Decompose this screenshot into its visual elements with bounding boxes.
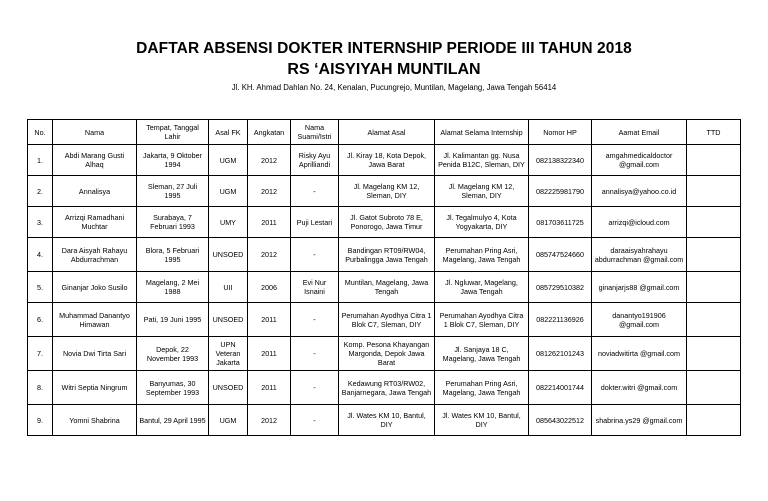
cell-ttd xyxy=(687,238,741,272)
cell-pasangan: - xyxy=(291,303,339,337)
hospital-address: Jl. KH. Ahmad Dahlan No. 24, Kenalan, Pucungrejo, Muntilan, Magelang, Jawa Tengah 56414 xyxy=(231,83,557,92)
cell-email: annalisya@yahoo.co.id xyxy=(592,176,687,207)
cell-pasangan: - xyxy=(291,405,339,436)
table-row xyxy=(28,272,741,303)
column-header-no: No. xyxy=(28,120,53,145)
hospital-name: RS ‘AISYIYAH MUNTILAN xyxy=(287,61,481,78)
column-header-angkatan: Angkatan xyxy=(248,120,291,145)
cell-ttd xyxy=(687,207,741,238)
cell-angkatan: 2012 xyxy=(248,145,291,176)
column-header-alamat-internship: Alamat Selama Internship xyxy=(435,120,529,145)
cell-nama: Ginanjar Joko Susilo xyxy=(53,272,137,303)
cell-alamat-asal: Perumahan Ayodhya Citra 1 Blok C7, Sleman, DIY xyxy=(339,303,435,337)
cell-alamat-internship: Jl. Tegalmulyo 4, Kota Yogyakarta, DIY xyxy=(435,207,529,238)
table-row xyxy=(28,405,741,436)
cell-alamat-internship: Perumahan Pring Asri, Magelang, Jawa Tengah xyxy=(435,238,529,272)
cell-ttl: Pati, 19 Juni 1995 xyxy=(137,303,209,337)
cell-hp: 081703611725 xyxy=(529,207,592,238)
cell-email: arrizqi@icloud.com xyxy=(592,207,687,238)
cell-nama: Muhammad Danantyo Himawan xyxy=(53,303,137,337)
cell-alamat-asal: Jl. Wates KM 10, Bantul, DIY xyxy=(339,405,435,436)
cell-pasangan: Risky Ayu Aprilliandi xyxy=(291,145,339,176)
cell-angkatan: 2011 xyxy=(248,371,291,405)
cell-hp: 085643022512 xyxy=(529,405,592,436)
cell-nama: Yomni Shabrina xyxy=(53,405,137,436)
cell-no: 6. xyxy=(28,303,53,337)
cell-no: 4. xyxy=(28,238,53,272)
column-header-email: Aamat Email xyxy=(592,120,687,145)
cell-hp: 085747524660 xyxy=(529,238,592,272)
cell-email: amgahmedicaldoctor @gmail.com xyxy=(592,145,687,176)
column-header-nama: Nama xyxy=(53,120,137,145)
cell-no: 1. xyxy=(28,145,53,176)
cell-alamat-asal: Jl. Kiray 18, Kota Depok, Jawa Barat xyxy=(339,145,435,176)
cell-alamat-asal: Jl. Gatot Subroto 78 E, Ponorogo, Jawa Timur xyxy=(339,207,435,238)
column-header-alamat-asal: Alamat Asal xyxy=(339,120,435,145)
cell-hp: 082221136926 xyxy=(529,303,592,337)
attendance-table xyxy=(27,119,741,436)
cell-hp: 082214001744 xyxy=(529,371,592,405)
table-row xyxy=(28,207,741,238)
cell-alamat-asal: Bandingan RT09/RW04, Purbalingga Jawa Tengah xyxy=(339,238,435,272)
cell-fk: UMY xyxy=(209,207,248,238)
cell-no: 7. xyxy=(28,337,53,371)
table-row xyxy=(28,337,741,371)
cell-fk: UGM xyxy=(209,405,248,436)
cell-pasangan: - xyxy=(291,238,339,272)
cell-alamat-internship: Jl. Sanjaya 18 C, Magelang, Jawa Tengah xyxy=(435,337,529,371)
cell-alamat-internship: Jl. Kalimantan gg. Nusa Penida B12C, Sleman, DIY xyxy=(435,145,529,176)
cell-no: 8. xyxy=(28,371,53,405)
cell-email: noviadwitirta @gmail.com xyxy=(592,337,687,371)
cell-nama: Dara Aisyah Rahayu Abdurrachman xyxy=(53,238,137,272)
cell-email: shabrina.ys29 @gmail.com xyxy=(592,405,687,436)
cell-pasangan: - xyxy=(291,337,339,371)
cell-email: dokter.witri @gmail.com xyxy=(592,371,687,405)
cell-hp: 081262101243 xyxy=(529,337,592,371)
cell-angkatan: 2011 xyxy=(248,303,291,337)
cell-pasangan: - xyxy=(291,371,339,405)
column-header-hp: Nomor HP xyxy=(529,120,592,145)
cell-ttl: Blora, 5 Februari 1995 xyxy=(137,238,209,272)
cell-ttd xyxy=(687,371,741,405)
cell-no: 9. xyxy=(28,405,53,436)
column-header-ttl: Tempat, Tanggal Lahir xyxy=(137,120,209,145)
cell-hp: 082138322340 xyxy=(529,145,592,176)
cell-alamat-internship: Jl. Magelang KM 12, Sleman, DIY xyxy=(435,176,529,207)
cell-alamat-internship: Jl. Ngluwar, Magelang, Jawa Tengah xyxy=(435,272,529,303)
cell-ttl: Surabaya, 7 Februari 1993 xyxy=(137,207,209,238)
cell-fk: UNSOED xyxy=(209,238,248,272)
cell-ttl: Depok, 22 November 1993 xyxy=(137,337,209,371)
cell-alamat-internship: Perumahan Pring Asri, Magelang, Jawa Tengah xyxy=(435,371,529,405)
table-row xyxy=(28,371,741,405)
cell-alamat-internship: Jl. Wates KM 10, Bantul, DIY xyxy=(435,405,529,436)
cell-alamat-asal: Kedawung RT03/RW02, Banjarnegara, Jawa Tengah xyxy=(339,371,435,405)
cell-hp: 082225981790 xyxy=(529,176,592,207)
cell-angkatan: 2011 xyxy=(248,207,291,238)
cell-alamat-asal: Komp. Pesona Khayangan Margonda, Depok Jawa Barat xyxy=(339,337,435,371)
cell-ttl: Magelang, 2 Mei 1988 xyxy=(137,272,209,303)
cell-no: 5. xyxy=(28,272,53,303)
cell-fk: UII xyxy=(209,272,248,303)
cell-angkatan: 2012 xyxy=(248,176,291,207)
cell-nama: Witri Septia Ningrum xyxy=(53,371,137,405)
cell-nama: Arrizqi Ramadhani Muchtar xyxy=(53,207,137,238)
cell-nama: Annalisya xyxy=(53,176,137,207)
cell-alamat-asal: Muntilan, Magelang, Jawa Tengah xyxy=(339,272,435,303)
column-header-fk: Asal FK xyxy=(209,120,248,145)
cell-fk: UNSOED xyxy=(209,371,248,405)
cell-no: 3. xyxy=(28,207,53,238)
cell-email: danantyo191906 @gmail.com xyxy=(592,303,687,337)
cell-ttd xyxy=(687,303,741,337)
cell-email: daraaisyahrahayu abdurrachman @gmail.com xyxy=(592,238,687,272)
table-row xyxy=(28,303,741,337)
cell-ttl: Jakarta, 9 Oktober 1994 xyxy=(137,145,209,176)
document-title: DAFTAR ABSENSI DOKTER INTERNSHIP PERIODE III TAHUN 2018 xyxy=(136,40,632,57)
cell-ttl: Bantul, 29 April 1995 xyxy=(137,405,209,436)
cell-fk: UNSOED xyxy=(209,303,248,337)
cell-fk: UGM xyxy=(209,145,248,176)
cell-alamat-internship: Perumahan Ayodhya Citra 1 Blok C7, Sleman, DIY xyxy=(435,303,529,337)
cell-angkatan: 2011 xyxy=(248,337,291,371)
cell-ttl: Banyumas, 30 September 1993 xyxy=(137,371,209,405)
cell-nama: Novia Dwi Tirta Sari xyxy=(53,337,137,371)
cell-pasangan: Evi Nur Isnaini xyxy=(291,272,339,303)
cell-angkatan: 2012 xyxy=(248,405,291,436)
table-header-row xyxy=(28,120,741,145)
cell-alamat-asal: Jl. Magelang KM 12, Sleman, DIY xyxy=(339,176,435,207)
cell-ttl: Sleman, 27 Juli 1995 xyxy=(137,176,209,207)
cell-no: 2. xyxy=(28,176,53,207)
column-header-pasangan: Nama Suami/Istri xyxy=(291,120,339,145)
cell-fk: UPN Veteran Jakarta xyxy=(209,337,248,371)
cell-ttd xyxy=(687,145,741,176)
cell-angkatan: 2012 xyxy=(248,238,291,272)
cell-ttd xyxy=(687,337,741,371)
table-row xyxy=(28,176,741,207)
cell-nama: Abdi Marang Gusti Alhaq xyxy=(53,145,137,176)
cell-pasangan: Puji Lestari xyxy=(291,207,339,238)
cell-ttd xyxy=(687,272,741,303)
cell-ttd xyxy=(687,405,741,436)
column-header-ttd: TTD xyxy=(687,120,741,145)
cell-pasangan: - xyxy=(291,176,339,207)
cell-ttd xyxy=(687,176,741,207)
cell-email: ginanjarjs88 @gmail.com xyxy=(592,272,687,303)
cell-fk: UGM xyxy=(209,176,248,207)
table-row xyxy=(28,238,741,272)
cell-angkatan: 2006 xyxy=(248,272,291,303)
table-row xyxy=(28,145,741,176)
cell-hp: 085729510382 xyxy=(529,272,592,303)
